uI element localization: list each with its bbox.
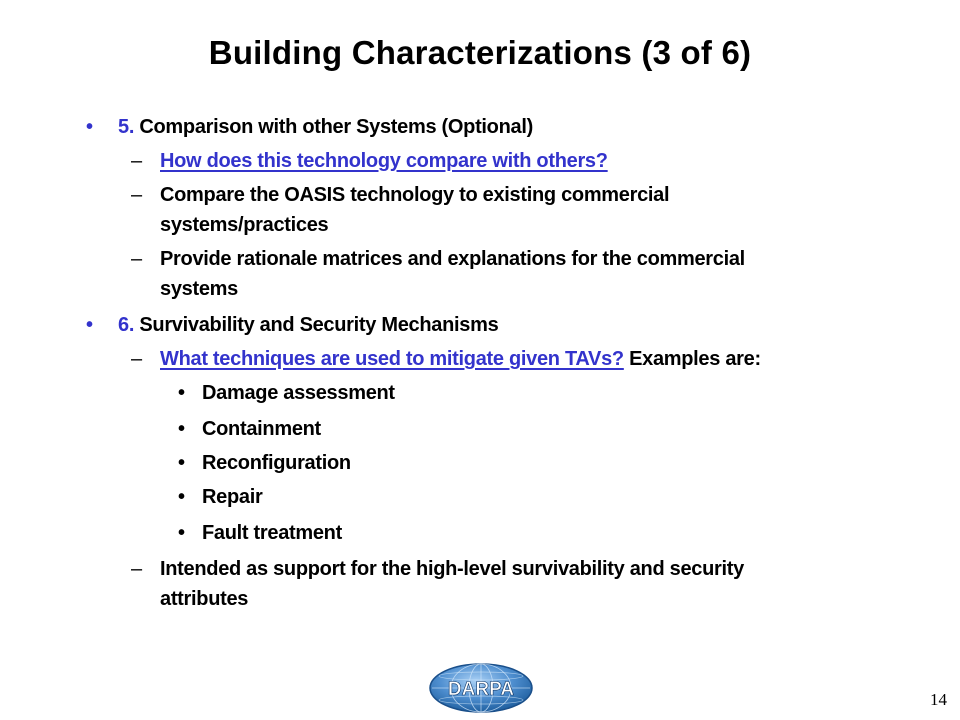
techniques-question-link[interactable]: What techniques are used to mitigate given TAVs? — [160, 348, 624, 370]
section-5-number: 5. — [118, 116, 135, 138]
example-bullet: • — [178, 486, 186, 508]
example-bullet: • — [178, 452, 186, 474]
section-6-heading — [118, 310, 498, 340]
slide-title: Building Characterizations (3 of 6) — [208, 34, 752, 71]
example-item: Repair — [202, 486, 263, 508]
example-item: Reconfiguration — [202, 452, 351, 474]
example-item: Containment — [202, 418, 321, 440]
compare-oasis-line-1: Compare the OASIS technology to existing commercial — [160, 184, 670, 206]
section-5-bullet: • — [86, 116, 94, 138]
page-number: 14 — [930, 690, 947, 709]
darpa-logo — [428, 662, 534, 714]
example-bullet: • — [178, 522, 186, 544]
techniques-question-suffix: Examples are: — [629, 348, 761, 370]
closing-line-2: attributes — [160, 588, 249, 610]
dash-marker: – — [131, 348, 143, 370]
rationale-line-2: systems — [160, 278, 238, 300]
comparison-question-link[interactable]: How does this technology compare with others? — [160, 150, 608, 172]
darpa-logo-text: DARPA — [447, 679, 515, 700]
example-bullet: • — [178, 382, 186, 404]
section-5-heading — [118, 112, 533, 142]
section-5-title: Comparison with other Systems (Optional) — [139, 116, 533, 138]
comparison-question — [160, 146, 608, 176]
section-6-number: 6. — [118, 314, 135, 336]
example-item: Fault treatment — [202, 522, 342, 544]
closing-line-1: Intended as support for the high-level survivability and security — [160, 558, 744, 580]
section-6-title: Survivability and Security Mechanisms — [139, 314, 499, 336]
rationale-line-1: Provide rationale matrices and explanations for the commercial — [160, 248, 745, 270]
example-bullet: • — [178, 418, 186, 440]
dash-marker: – — [131, 150, 143, 172]
techniques-question — [160, 344, 761, 374]
section-6-bullet: • — [86, 314, 94, 336]
dash-marker: – — [131, 558, 143, 580]
example-item: Damage assessment — [202, 382, 395, 404]
dash-marker: – — [131, 184, 143, 206]
compare-oasis-line-2: systems/practices — [160, 214, 329, 236]
dash-marker: – — [131, 248, 143, 270]
